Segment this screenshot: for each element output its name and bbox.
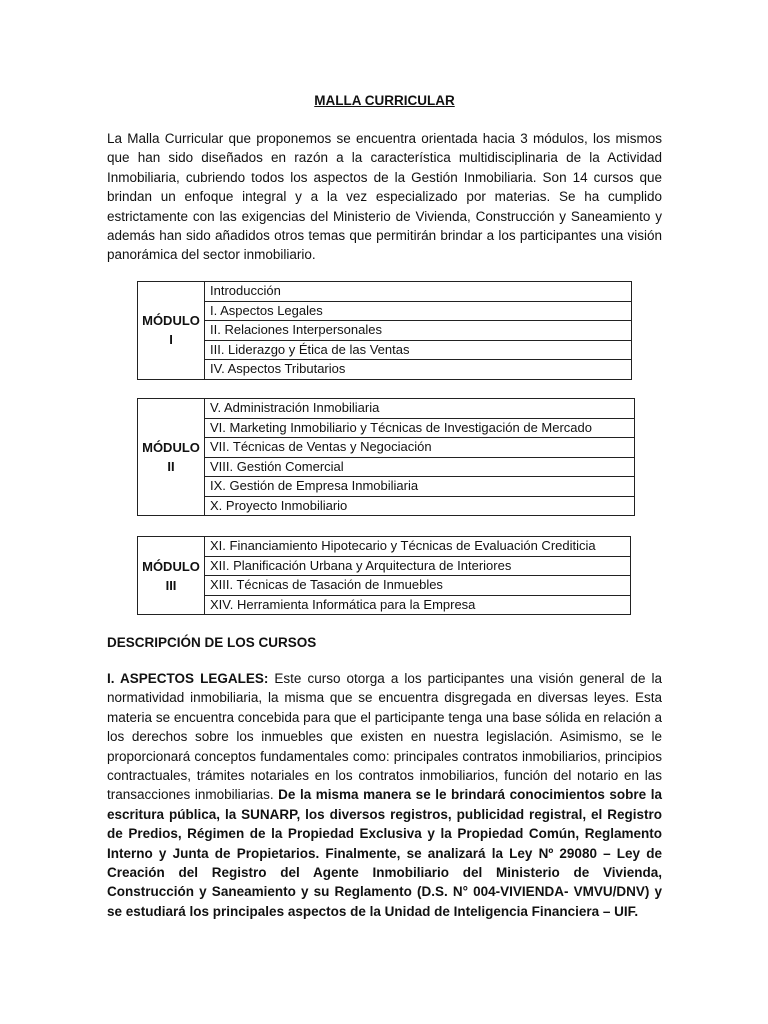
- course-cell: X. Proyecto Inmobiliario: [205, 496, 635, 516]
- table-row: [138, 282, 632, 302]
- module-label-number: I: [169, 332, 173, 348]
- module-3-table: [137, 536, 631, 615]
- table-row: [138, 576, 631, 596]
- table-row: [138, 301, 632, 321]
- course-cell: VII. Técnicas de Ventas y Negociación: [205, 438, 635, 458]
- module-2-table: [137, 398, 635, 516]
- table-row: [138, 595, 631, 615]
- course-cell: Introducción: [205, 282, 632, 302]
- module-label: [138, 537, 205, 615]
- table-row: [138, 399, 635, 419]
- course-cell: XIII. Técnicas de Tasación de Inmuebles: [205, 576, 631, 596]
- module-label: [138, 282, 205, 380]
- page-title: MALLA CURRICULAR: [314, 93, 455, 108]
- course-cell: III. Liderazgo y Ética de las Ventas: [205, 340, 632, 360]
- intro-paragraph: La Malla Curricular que proponemos se encuentra orientada hacia 3 módulos, los mismos que han sido diseñados en razón a la característica multidisciplinaria de la Actividad Inmobiliaria, cubriendo todos los aspectos de la Gestión Inmobiliaria. Son 14 cursos que brindan un enfoque integral y a la vez especializado por materias. Se ha cumplido estrictamente con las exigencias del Ministerio de Vivienda, Construcción y Saneamiento y además han sido añadidos otros temas que permitirán brindar a los participantes una visión panorámica del sector inmobiliario.: [107, 131, 662, 263]
- table-row: [138, 496, 635, 516]
- course-cell: XII. Planificación Urbana y Arquitectura de Interiores: [205, 556, 631, 576]
- table-row: [138, 418, 635, 438]
- course-cell: XIV. Herramienta Informática para la Empresa: [205, 595, 631, 615]
- course-cell: VIII. Gestión Comercial: [205, 457, 635, 477]
- module-label-word: MÓDULO: [142, 313, 200, 329]
- table-row: [138, 556, 631, 576]
- table-row: [138, 457, 635, 477]
- section-heading: DESCRIPCIÓN DE LOS CURSOS: [107, 635, 317, 650]
- course-cell: I. Aspectos Legales: [205, 301, 632, 321]
- course-description: [107, 669, 662, 921]
- course-cell: II. Relaciones Interpersonales: [205, 321, 632, 341]
- module-label: [138, 399, 205, 516]
- course-cell: IX. Gestión de Empresa Inmobiliaria: [205, 477, 635, 497]
- course-text: Este curso otorga a los participantes una visión general de la normatividad inmobiliaria, la misma que se encuentra disgregada en diversas leyes. Esta materia se encuentra concebida para que el participante tenga una base sólida en relación a los derechos sobre los inmuebles que existen en nuestra legislación. Asimismo, se le proporcionará conceptos fundamentales como: principales contratos inmobiliarios, principios contractuales, trámites notariales en los contratos inmobiliarios, función del notario en las transacciones inmobiliarias.: [107, 671, 663, 803]
- course-cell: IV. Aspectos Tributarios: [205, 360, 632, 380]
- table-row: [138, 438, 635, 458]
- course-text-bold: De la misma manera se le brindará conocimientos sobre la escritura pública, la SUNARP, los diversos registros, publicidad registral, el Registro de Predios, Régimen de la Propiedad Exclusiva y la Propiedad Común, Reglamento Interno y Junta de Propietarios. Finalmente, se analizará la Ley Nº 29080 – Ley de Creación del Registro del Agente Inmobiliario del Ministerio de Vivienda, Construcción y Saneamiento y su Reglamento (D.S. N° 004-VIVIENDA- VMVU/DNV) y se estudiará los principales aspectos de la Unidad de Inteligencia Financiera – UIF.: [107, 787, 662, 919]
- table-row: [138, 477, 635, 497]
- module-label-word: MÓDULO: [142, 440, 200, 455]
- course-title: I. ASPECTOS LEGALES:: [107, 671, 269, 686]
- table-row: [138, 321, 632, 341]
- module-label-number: II: [167, 459, 175, 474]
- table-row: [138, 537, 631, 557]
- course-cell: XI. Financiamiento Hipotecario y Técnicas de Evaluación Crediticia: [205, 537, 631, 557]
- course-cell: VI. Marketing Inmobiliario y Técnicas de Investigación de Mercado: [205, 418, 635, 438]
- table-row: [138, 360, 632, 380]
- module-label-number: III: [165, 577, 177, 593]
- course-cell: V. Administración Inmobiliaria: [205, 399, 635, 419]
- module-1-table: [137, 281, 632, 380]
- table-row: [138, 340, 632, 360]
- module-label-word: MÓDULO: [142, 558, 200, 574]
